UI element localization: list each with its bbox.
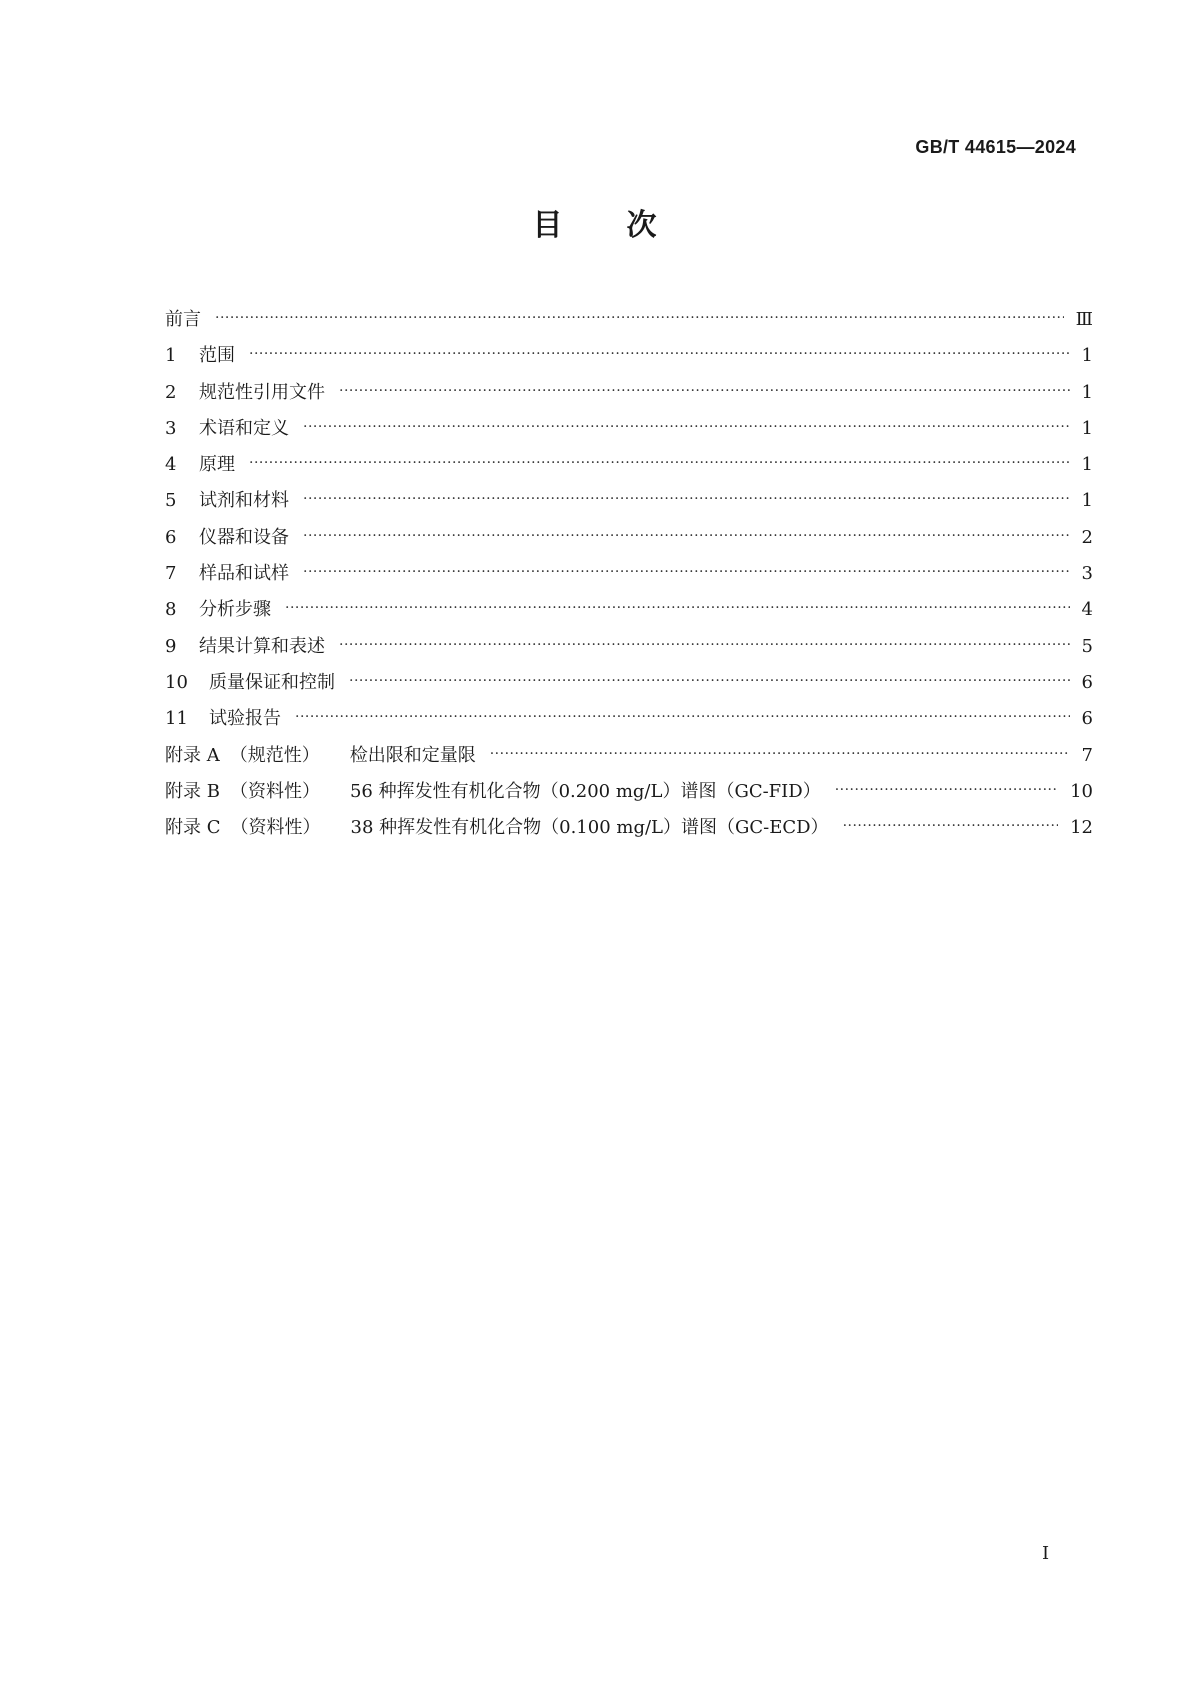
toc-entry-page: Ⅲ <box>1075 309 1093 330</box>
toc-entry-1[interactable] <box>165 338 1093 374</box>
toc-entry-page: 12 <box>1070 817 1093 839</box>
toc-entry-8[interactable] <box>165 592 1093 628</box>
toc-entry-number: 11 <box>165 708 188 730</box>
toc-annex-label: 附录 A <box>165 744 220 766</box>
toc-entry-page: 6 <box>1081 671 1093 693</box>
table-of-contents <box>165 302 1093 846</box>
toc-entry-number: 5 <box>165 490 177 512</box>
toc-entry-number: 9 <box>165 635 177 657</box>
toc-entry-number: 2 <box>165 381 177 403</box>
toc-entry-title: 前言 <box>165 309 201 330</box>
toc-entry-number: 1 <box>165 345 177 367</box>
toc-entry-title: 样品和试样 <box>199 563 289 585</box>
toc-entry-title: 38 种挥发性有机化合物（0.100 mg/L）谱图（GC-ECD） <box>350 817 829 839</box>
toc-entry-number: 8 <box>165 599 177 621</box>
toc-leader-dots <box>339 373 1070 409</box>
toc-entry-title: 仪器和设备 <box>199 526 289 548</box>
toc-entry-title: 分析步骤 <box>199 599 271 621</box>
toc-entry-title: 56 种挥发性有机化合物（0.200 mg/L）谱图（GC-FID） <box>349 780 821 802</box>
toc-entry-page: 7 <box>1081 744 1093 766</box>
toc-annex-label: 附录 C <box>165 817 221 839</box>
toc-leader-dots <box>303 554 1070 590</box>
toc-entry-annex-b[interactable] <box>165 774 1093 810</box>
toc-annex-qualifier: （资料性） <box>230 817 321 839</box>
toc-leader-dots <box>249 336 1070 372</box>
toc-entry-title: 检出限和定量限 <box>349 744 476 766</box>
toc-annex-qualifier: （规范性） <box>229 744 320 766</box>
toc-entry-page: 1 <box>1081 417 1093 439</box>
toc-entry-page: 2 <box>1081 526 1093 548</box>
toc-entry-page: 1 <box>1081 490 1093 512</box>
toc-leader-dots <box>835 772 1058 808</box>
toc-heading-part1: 目 <box>532 208 565 243</box>
toc-entry-page: 4 <box>1081 599 1093 621</box>
toc-entry-5[interactable] <box>165 483 1093 519</box>
toc-leader-dots <box>295 699 1070 735</box>
toc-heading <box>0 200 1191 244</box>
toc-leader-dots <box>285 590 1070 626</box>
toc-entry-number: 6 <box>165 526 177 548</box>
toc-entry-page: 5 <box>1081 635 1093 657</box>
toc-entry-4[interactable] <box>165 447 1093 483</box>
toc-entry-title: 原理 <box>199 454 235 476</box>
toc-leader-dots <box>249 445 1070 481</box>
toc-entry-7[interactable] <box>165 556 1093 592</box>
toc-leader-dots <box>843 808 1059 844</box>
toc-leader-dots <box>215 300 1064 336</box>
toc-entry-number: 7 <box>165 563 177 585</box>
toc-leader-dots <box>303 409 1070 445</box>
toc-entry-page: 10 <box>1070 780 1093 802</box>
toc-entry-title: 范围 <box>199 345 235 367</box>
toc-entry-title: 规范性引用文件 <box>199 381 325 403</box>
toc-entry-page: 6 <box>1081 708 1093 730</box>
toc-entry-number: 4 <box>165 454 177 476</box>
toc-annex-qualifier: （资料性） <box>229 780 320 802</box>
toc-entry-11[interactable] <box>165 701 1093 737</box>
toc-entry-page: 1 <box>1081 381 1093 403</box>
toc-entry-2[interactable] <box>165 375 1093 411</box>
toc-entry-6[interactable] <box>165 520 1093 556</box>
toc-entry-page: 3 <box>1081 563 1093 585</box>
toc-entry-10[interactable] <box>165 665 1093 701</box>
toc-entry-page: 1 <box>1081 345 1093 367</box>
toc-entry-title: 试剂和材料 <box>199 490 289 512</box>
toc-entry-title: 试验报告 <box>209 708 281 730</box>
toc-entry-number: 10 <box>165 671 188 693</box>
toc-entry-title: 结果计算和表述 <box>199 635 325 657</box>
toc-entry-title: 术语和定义 <box>199 417 289 439</box>
toc-entry-9[interactable] <box>165 629 1093 665</box>
toc-entry-annex-c[interactable] <box>165 810 1093 846</box>
toc-heading-part2: 次 <box>626 208 659 243</box>
toc-entry-foreword[interactable] <box>165 302 1093 338</box>
toc-entry-3[interactable] <box>165 411 1093 447</box>
toc-leader-dots <box>303 518 1070 554</box>
standard-number: GB/T 44615—2024 <box>915 137 1076 157</box>
toc-entry-page: 1 <box>1081 454 1093 476</box>
toc-entry-title: 质量保证和控制 <box>209 671 335 693</box>
toc-leader-dots <box>490 736 1070 772</box>
page-number: Ⅰ <box>1042 1543 1050 1564</box>
toc-leader-dots <box>303 481 1070 517</box>
toc-entry-annex-a[interactable] <box>165 738 1093 774</box>
toc-leader-dots <box>349 663 1070 699</box>
toc-leader-dots <box>339 627 1070 663</box>
toc-annex-label: 附录 B <box>165 780 220 802</box>
toc-entry-number: 3 <box>165 417 177 439</box>
